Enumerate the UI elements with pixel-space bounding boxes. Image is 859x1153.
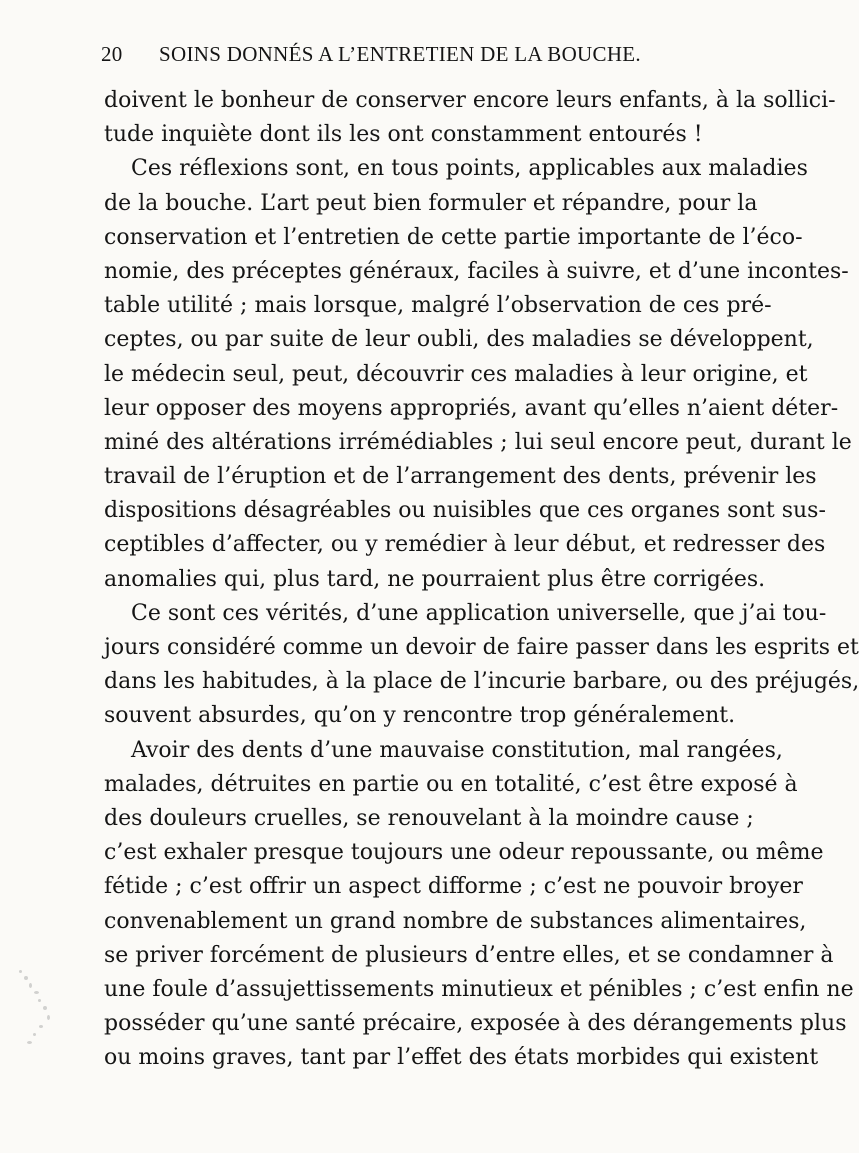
text-line: Ces réflexions sont, en tous points, applicables aux maladies bbox=[131, 156, 808, 182]
scan-speck bbox=[19, 970, 22, 973]
text-line: jours considéré comme un devoir de faire passer dans les esprits et bbox=[104, 635, 859, 660]
text-line: nomie, des préceptes généraux, faciles à suivre, et d’une incontes- bbox=[104, 258, 849, 284]
scan-speck bbox=[43, 1006, 47, 1010]
scan-speck bbox=[47, 1015, 50, 1020]
scan-speck bbox=[29, 983, 32, 988]
text-line: dans les habitudes, à la place de l’incurie barbare, ou des préjugés, bbox=[104, 669, 859, 695]
text-line: ceptibles d’affecter, ou y remédier à leur début, et redresser des bbox=[104, 532, 826, 558]
text-line: table utilité ; mais lorsque, malgré l’observation de ces pré- bbox=[104, 293, 772, 319]
text-line: souvent absurdes, qu’on y rencontre trop généralement. bbox=[104, 703, 736, 729]
text-line: doivent le bonheur de conserver encore leurs enfants, à la sollici- bbox=[104, 88, 836, 113]
paragraph-3 bbox=[104, 597, 859, 734]
page-header bbox=[101, 42, 746, 70]
text-line: convenablement un grand nombre de substances alimentaires, bbox=[104, 908, 807, 934]
text-line: travail de l’éruption et de l’arrangement des dents, prévenir les bbox=[104, 464, 817, 490]
scan-speck bbox=[24, 976, 28, 980]
scan-speck bbox=[33, 1033, 36, 1036]
text-line: anomalies qui, plus tard, ne pourraient plus être corrigées. bbox=[104, 566, 766, 592]
text-line: Avoir des dents d’une mauvaise constitution, mal rangées, bbox=[131, 737, 783, 763]
text-line: posséder qu’une santé précaire, exposée à des dérangements plus bbox=[104, 1011, 847, 1037]
body-text bbox=[104, 84, 859, 1075]
text-line: leur opposer des moyens appropriés, avant qu’elles n’aient déter- bbox=[104, 395, 839, 421]
paragraph-2 bbox=[104, 152, 852, 596]
scan-speck bbox=[38, 999, 41, 1002]
text-line: tude inquiète dont ils les ont constamment entourés ! bbox=[104, 122, 703, 148]
text-line: miné des altérations irrémédiables ; lui seul encore peut, durant le bbox=[104, 429, 852, 455]
text-line: le médecin seul, peut, découvrir ces maladies à leur origine, et bbox=[104, 361, 808, 387]
text-line: se priver forcément de plusieurs d’entre elles, et se condamner à bbox=[104, 942, 834, 968]
paragraph-1 bbox=[104, 84, 836, 152]
scan-speck bbox=[39, 1025, 43, 1028]
page-number: 20 bbox=[101, 42, 123, 66]
text-line: fétide ; c’est offrir un aspect difforme ; c’est ne pouvoir broyer bbox=[104, 874, 803, 900]
scan-speck bbox=[27, 1041, 32, 1044]
text-line: ou moins graves, tant par l’effet des états morbides qui existent bbox=[104, 1045, 819, 1071]
text-line: des douleurs cruelles, se renouvelant à la moindre cause ; bbox=[104, 805, 754, 831]
text-line: dispositions désagréables ou nuisibles que ces organes sont sus- bbox=[104, 498, 826, 524]
scan-speck bbox=[34, 991, 39, 994]
text-line: c’est exhaler presque toujours une odeur repoussante, ou même bbox=[104, 840, 824, 866]
text-line: conservation et l’entretien de cette partie importante de l’éco- bbox=[104, 224, 803, 250]
text-line: ceptes, ou par suite de leur oubli, des maladies se développent, bbox=[104, 327, 814, 353]
text-line: malades, détruites en partie ou en totalité, c’est être exposé à bbox=[104, 771, 798, 797]
scan-artifact bbox=[15, 968, 63, 1058]
running-head: SOINS DONNÉS A L’ENTRETIEN DE LA BOUCHE. bbox=[159, 42, 641, 66]
text-line: Ce sont ces vérités, d’une application universelle, que j’ai tou- bbox=[131, 600, 827, 626]
text-line: une foule d’assujettissements minutieux et pénibles ; c’est enfin ne bbox=[104, 976, 854, 1002]
paragraph-4 bbox=[104, 734, 854, 1076]
text-line: de la bouche. L’art peut bien formuler et répandre, pour la bbox=[104, 190, 758, 216]
